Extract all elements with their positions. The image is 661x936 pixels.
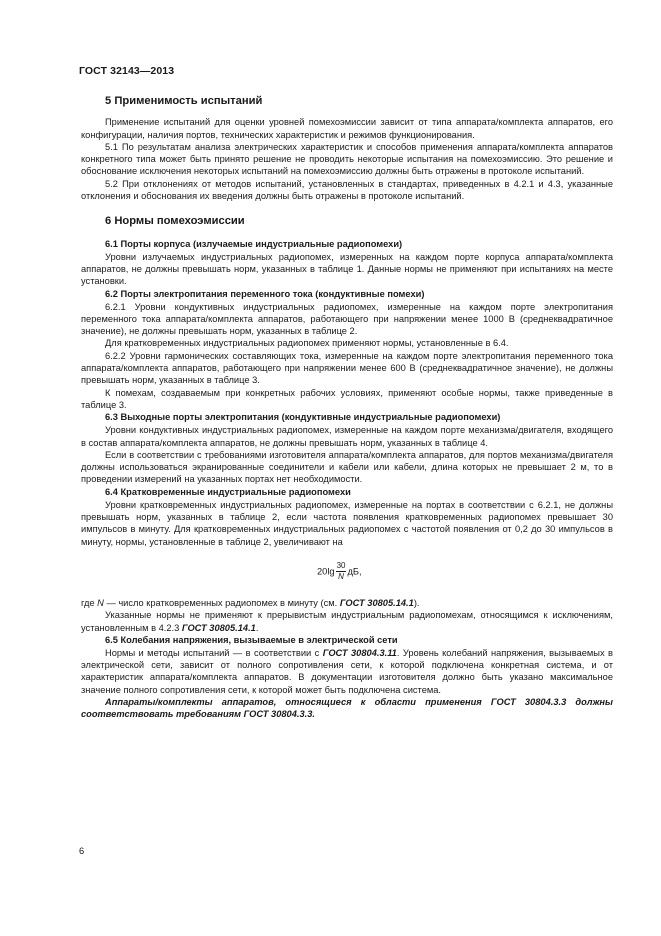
- text-span: ).: [413, 597, 420, 608]
- text-span: — число кратковременных радиопомех в минуту (см.: [103, 597, 340, 608]
- text-span: .: [255, 622, 259, 633]
- clause-5-1: 5.1 По результатам анализа электрических характеристик и способов применения аппарата/комплекта аппаратов конкретного типа может быть принято решение не проводить некоторые испытания на помехоэмиссию. Это решение и обоснование исключения некоторых испытаний на помехоэмиссию должны быть отражены в протоколе испытаний.: [81, 141, 613, 177]
- section-6-title: 6 Нормы помехоэмиссии: [105, 215, 245, 228]
- clause-6-4-exception: [81, 609, 613, 634]
- variable-n: N: [97, 597, 104, 608]
- clause-5-2: 5.2 При отклонениях от методов испытаний, установленных в стандартах, приведенных в 4.2.1 и 4.3, указанные отклонения и обоснования их введения должны быть отражены в протоколе испытаний.: [81, 178, 613, 202]
- clause-6-5-requirement: Аппараты/комплекты аппаратов, относящиеся к области применения ГОСТ 30804.3.3 должны соответствовать требованиям ГОСТ 30804.3.3.: [81, 696, 613, 720]
- formula: [317, 561, 362, 582]
- standard-reference: ГОСТ 30805.14.1: [339, 597, 414, 608]
- clause-6-2-2-note: К помехам, создаваемым при конкретных рабочих условиях, применяют особые нормы, также приведенные в таблице 3.: [81, 387, 613, 410]
- clause-6-1-paragraph: Уровни излучаемых индустриальных радиопомех, измеренных на каждом порте корпуса аппарата/комплекта аппаратов, не должны превышать норм, указанных в таблице 1. Данные нормы не применяют при испытаниях на месте установки.: [81, 251, 613, 287]
- clause-6-3-paragraph: Уровни кондуктивных индустриальных радиопомех, измеренные на каждом порте механизма/двигателя, входящего в состав аппарата/комплекта аппаратов, не должны превышать норм, указанных в таблице 4.: [81, 425, 613, 448]
- document-header: ГОСТ 32143—2013: [79, 65, 175, 77]
- page-number: 6: [79, 846, 85, 856]
- clause-6-2-1: 6.2.1 Уровни кондуктивных индустриальных радиопомех, измеренные на каждом порте электропитания переменного тока аппарата/комплекта аппаратов, работающего при напряжении менее 1000 В (среднеквадратичное значение), не должны превышать норм, указанных в таблице 2.: [81, 301, 613, 337]
- clause-6-4-title: 6.4 Кратковременные индустриальные радиопомехи: [105, 486, 351, 497]
- formula-numerator: 30: [336, 560, 346, 570]
- clause-6-1-title: 6.1 Порты корпуса (излучаемые индустриальные радиопомехи): [105, 238, 403, 249]
- text-span: Указанные нормы не применяют к прерывистым индустриальным радиопомехам, относящимся к исключениям, установленным в 4.2.3: [81, 610, 613, 633]
- clause-6-2-1-note: Для кратковременных индустриальных радиопомех применяют нормы, установленные в 6.4.: [105, 338, 509, 349]
- clause-6-2-title: 6.2 Порты электропитания переменного тока (кондуктивные помехи): [105, 288, 425, 299]
- clause-6-4-paragraph: Уровни кратковременных индустриальных радиопомех, измеренные на портах в соответствии с 6.2.1, не должны превышать норм, указанных в таблице 2, если частота появления кратковременных радиопомех превышает 30 импульсов в минуту. Для кратковременных индустриальных радиопомех с частотой появления от 0,2 до 30 импульсов в минуту, нормы, установленные в таблице 2, увеличивают на: [81, 499, 613, 547]
- formula-explanation: [81, 597, 613, 609]
- text-span: где: [81, 597, 98, 608]
- standard-reference: ГОСТ 30805.14.1: [181, 622, 256, 633]
- text-span: Нормы и методы испытаний — в соответствии с: [105, 647, 323, 658]
- clause-6-5-paragraph: [81, 647, 613, 696]
- section-5-paragraph: Применение испытаний для оценки уровней помехоэмиссии зависит от типа аппарата/комплекта аппаратов, его конфигурации, наличия портов, технических характеристик и режимов функционирования.: [81, 117, 613, 140]
- formula-fraction: [336, 561, 347, 582]
- formula-suffix: дБ,: [347, 566, 362, 577]
- section-5-title: 5 Применимость испытаний: [105, 95, 263, 107]
- standard-reference: ГОСТ 30804.3.11: [322, 647, 397, 658]
- formula-block: [81, 557, 613, 591]
- clause-6-3-title: 6.3 Выходные порты электропитания (кондуктивные индустриальные радиопомехи): [105, 412, 501, 423]
- formula-denominator: N: [338, 571, 344, 581]
- clause-6-5-title: 6.5 Колебания напряжения, вызываемые в электрической сети: [105, 634, 398, 645]
- text-span: . Уровень колебаний напряжения, вызываемых в электрической сети, зависит от полного сопротивления сети, к которой подключена конкретная система, и от характеристик аппарата/комплекта аппаратов. В документации изготовителя должно быть указано максимальное значение полного сопротивления сети, к которой может быть подключена система.: [81, 647, 613, 695]
- document-body: [81, 95, 613, 721]
- clause-6-3-note: Если в соответствии с требованиями изготовителя аппарата/комплекта аппаратов, для портов механизма/двигателя должны использоваться экранированные соединители и кабели или кабели, длина которых не превышает 2 м, то в проведении измерений на указанных портах нет необходимости.: [81, 449, 613, 485]
- formula-prefix: 20lg: [317, 566, 335, 577]
- clause-6-2-2: 6.2.2 Уровни гармонических составляющих тока, измеренные на каждом порте электропитания переменного тока аппарата/комплекта аппаратов, работающего при напряжении менее 600 В (среднеквадратичное значение), не должны превышать норм, указанных в таблице 3.: [81, 350, 613, 386]
